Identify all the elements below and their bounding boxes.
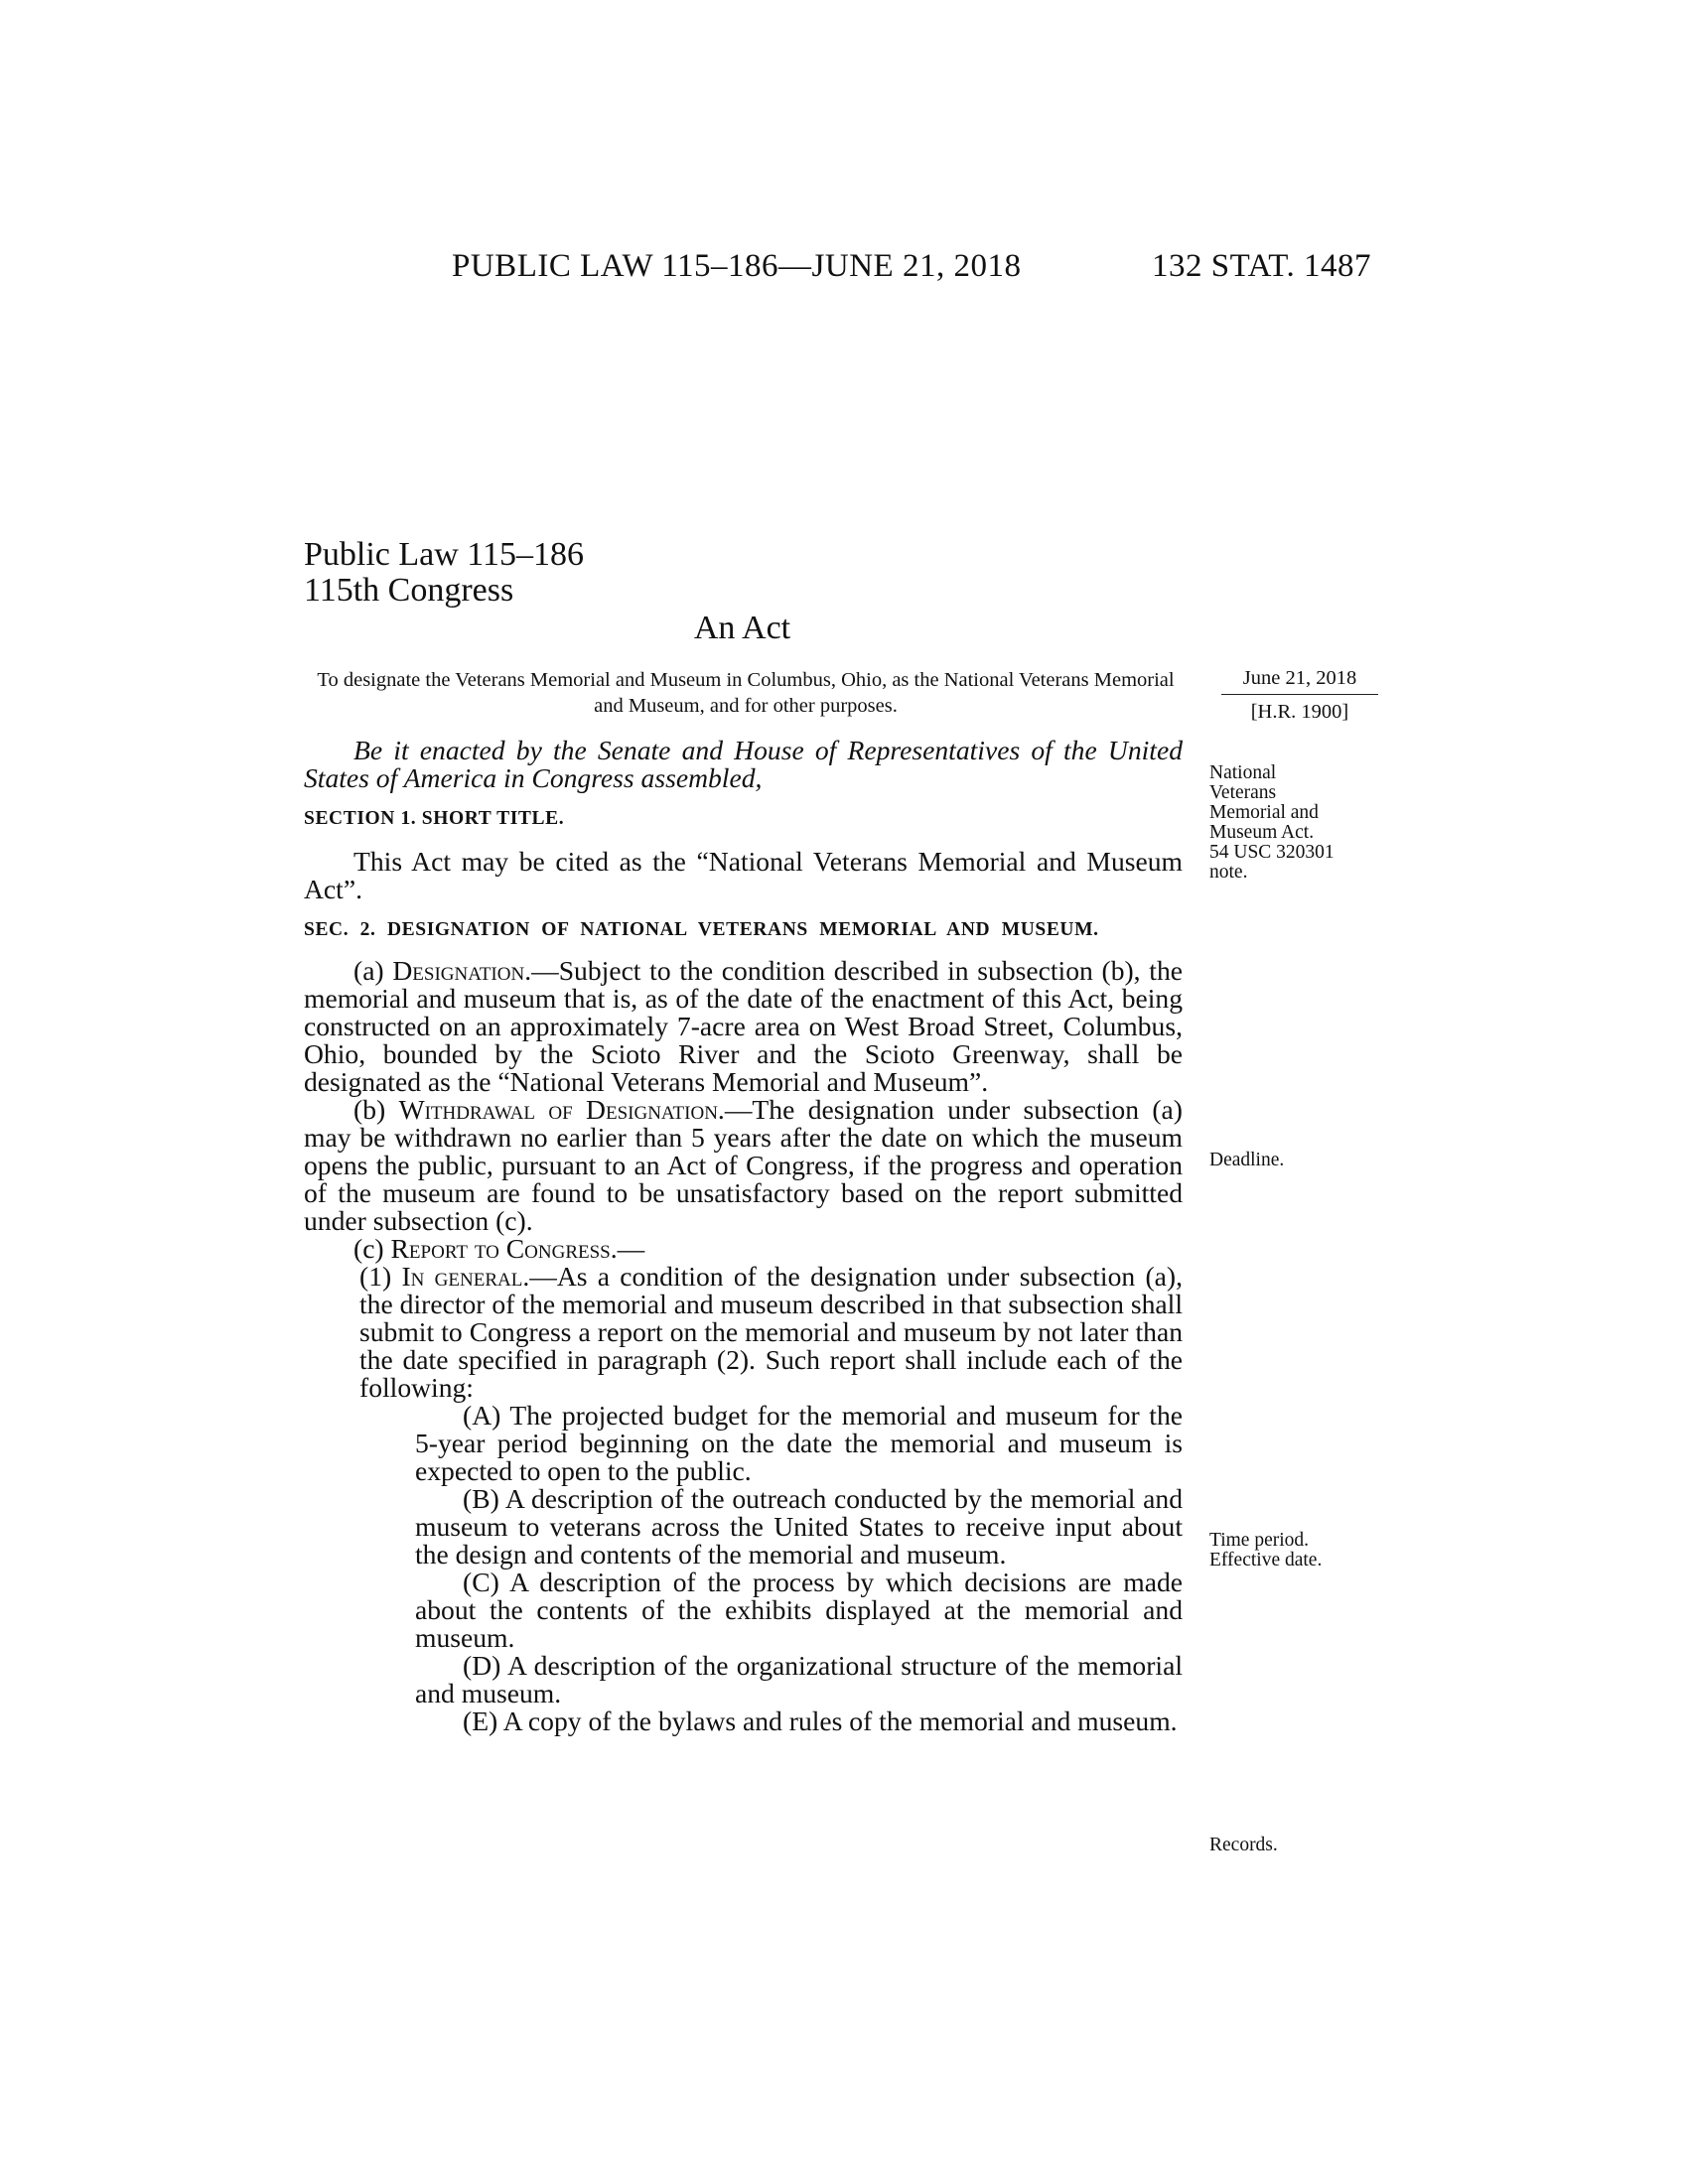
enacting-clause: Be it enacted by the Senate and House of Representatives of the United States of America in Congress assembled, <box>304 735 1183 793</box>
margin-note-line: Veterans <box>1209 782 1277 803</box>
subparagraph-e: (E) A copy of the bylaws and rules of the memorial and museum. <box>463 1706 1178 1736</box>
subsection-b-label: (b) <box>353 1094 399 1125</box>
subsection-c-caption: Report to Congress <box>390 1233 611 1264</box>
margin-note-short-title <box>1209 763 1393 883</box>
margin-note-time-period <box>1209 1531 1393 1570</box>
date-bill-box <box>1221 667 1378 724</box>
subsection-c-label: (c) <box>353 1233 391 1264</box>
margin-note-line: Memorial and <box>1209 802 1319 823</box>
subparagraph-a: (A) The projected budget for the memorial and museum for the 5-year period beginning on the date the memorial and museum is expected to open to the public. <box>415 1400 1183 1486</box>
subsection-b <box>304 1096 1183 1235</box>
stat-page-number: 132 STAT. 1487 <box>1152 248 1372 284</box>
margin-note-line: Time period. <box>1209 1530 1310 1551</box>
congress-number: 115th Congress <box>304 572 514 609</box>
act-heading: An Act <box>693 610 791 646</box>
margin-note-line: Museum Act. <box>1209 822 1315 843</box>
subsection-c-text: .— <box>610 1233 645 1264</box>
main-text <box>304 737 1183 1735</box>
margin-note-line: note. <box>1209 862 1248 883</box>
subsection-a-text: .—Subject to the condition described in subsection (b), the memorial and museum that is, as of the date of the enactment of this Act, being constructed on an approximately 7-acre area on West Broad Street, Columbus, Ohio, bounded by the Scioto River and the Scioto Greenway, shall be designated as the “National Veterans Memorial and Museum”. <box>304 955 1183 1097</box>
subparagraph-c: (C) A description of the process by which decisions are made about the contents of the exhibits displayed at the memorial and museum. <box>415 1567 1183 1653</box>
margin-note-records: Records. <box>1209 1835 1278 1855</box>
subsection-b-caption: Withdrawal of Designation <box>398 1094 718 1125</box>
subsection-c <box>304 1235 1183 1263</box>
act-purpose: To designate the Veterans Memorial and Museum in Columbus, Ohio, as the National Veterans Memorial and Museum, and for other purposes. <box>317 669 1175 717</box>
paragraph-1-label: (1) <box>359 1261 402 1292</box>
subsection-a-caption: Designation <box>392 955 525 986</box>
margin-note-deadline: Deadline. <box>1209 1150 1285 1170</box>
paragraph-1 <box>304 1263 1183 1402</box>
bill-number: [H.R. 1900] <box>1250 701 1349 723</box>
section-1-text: This Act may be cited as the “National Veterans Memorial and Museum Act”. <box>304 846 1183 904</box>
running-head-left: PUBLIC LAW 115–186—JUNE 21, 2018 <box>452 248 1022 284</box>
paragraph-1-text: .—As a condition of the designation under subsection (a), the director of the memorial and museum described in that subsection shall submit to Congress a report on the memorial and museum by not later than the date specified in paragraph (2). Such report shall include each of the following: <box>359 1261 1183 1403</box>
subsection-b-text: .—The designation under subsection (a) may be withdrawn no earlier than 5 years after the date on which the museum opens the public, pursuant to an Act of Congress, if the progress and operation of the museum are found to be unsatisfactory based on the report submitted under subsection (c). <box>304 1094 1183 1236</box>
subparagraph-d: (D) A description of the organizational structure of the memorial and museum. <box>415 1650 1183 1708</box>
margin-note-line: Effective date. <box>1209 1550 1323 1570</box>
margin-note-line: 54 USC 320301 <box>1209 842 1335 863</box>
margin-note-line: National <box>1209 762 1277 783</box>
law-number: Public Law 115–186 <box>304 536 585 573</box>
subsection-a-label: (a) <box>353 955 393 986</box>
enactment-date: June 21, 2018 <box>1221 667 1378 695</box>
paragraph-1-caption: In general <box>401 1261 523 1292</box>
subparagraph-b: (B) A description of the outreach conducted by the memorial and museum to veterans across the United States to receive input about the design and contents of the memorial and museum. <box>415 1483 1183 1570</box>
section-1-heading: SECTION 1. SHORT TITLE. <box>304 808 565 829</box>
section-2-heading: SEC. 2. DESIGNATION OF NATIONAL VETERANS MEMORIAL AND MUSEUM. <box>304 919 1099 940</box>
subsection-a <box>304 957 1183 1096</box>
